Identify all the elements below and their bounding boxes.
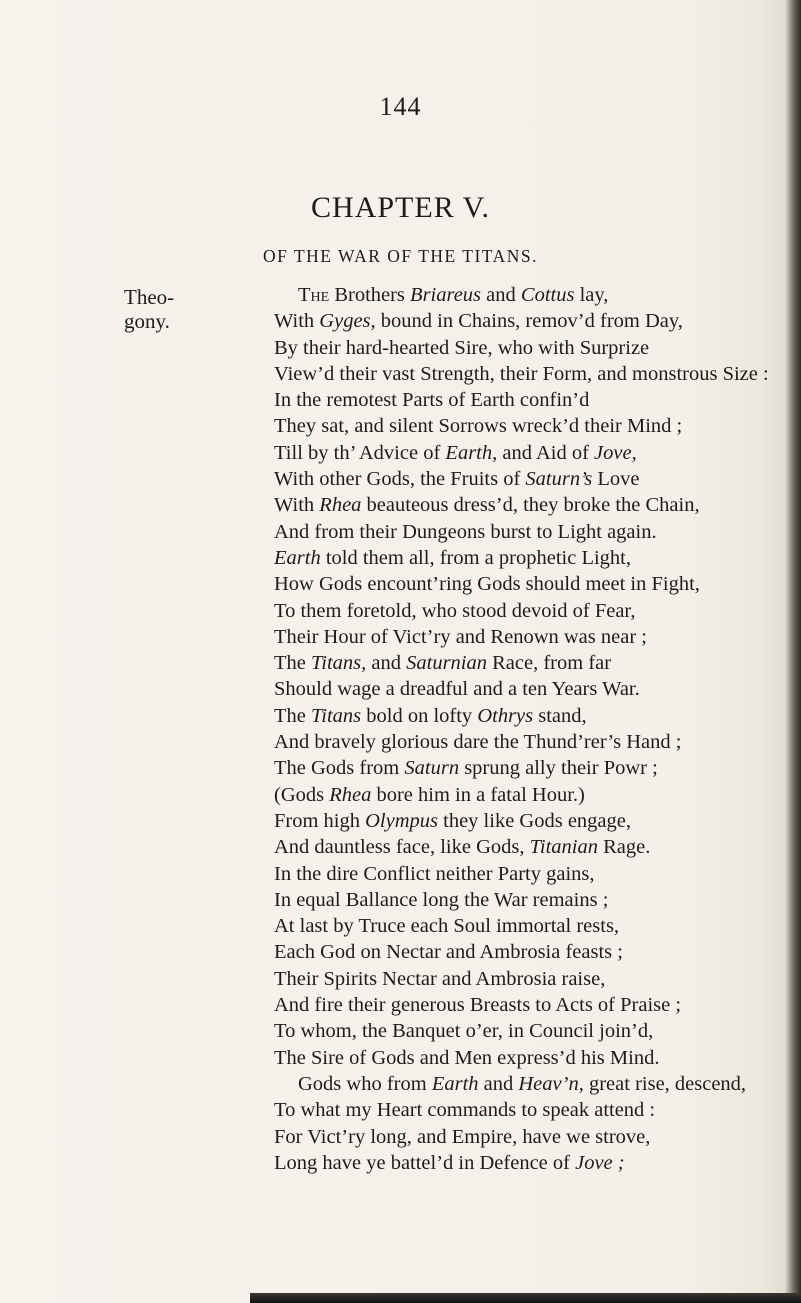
poem-line	[274, 966, 794, 992]
text-run: View’d their vast Strength, their Form, and monstrous Size :	[274, 362, 769, 385]
text-run: And bravely glorious dare the Thund’rer’s Hand ;	[274, 731, 682, 754]
text-run: and	[481, 284, 521, 306]
poem-line	[274, 755, 794, 781]
text-run: The Gods from	[274, 757, 405, 780]
poem-line	[274, 782, 794, 808]
poem-line	[274, 308, 794, 334]
italic-text: Titanian	[529, 836, 598, 859]
poem-line	[274, 492, 794, 518]
chapter-subtitle: OF THE WAR OF THE TITANS.	[263, 246, 538, 266]
poem-line	[274, 361, 794, 387]
page-binding-edge	[785, 0, 801, 1303]
poem-line	[274, 335, 794, 361]
text-run: The	[298, 284, 330, 306]
poem-line	[274, 545, 794, 571]
text-run: bound in Chains, remov’d from Day,	[375, 310, 683, 333]
text-run: Rage.	[597, 836, 651, 859]
italic-text: Othrys	[477, 704, 534, 727]
text-run: Long have ye battel’d in Defence of	[274, 1151, 576, 1174]
italic-text: Saturn	[404, 757, 460, 780]
poem-line	[274, 387, 794, 413]
poem-line	[274, 440, 794, 466]
text-run: The	[274, 652, 311, 675]
poem-line	[274, 466, 794, 492]
poem-line	[274, 808, 794, 834]
poem-line	[274, 1045, 794, 1071]
text-run: sprung ally their Powr ;	[459, 757, 658, 780]
text-run: To whom, the Banquet o’er, in Council join’d,	[274, 1020, 654, 1043]
italic-text: Titans	[311, 704, 362, 727]
text-run: Their Spirits Nectar and Ambrosia raise,	[274, 967, 606, 990]
text-run: bold on lofty	[361, 704, 478, 727]
text-run: bore him in a fatal Hour.)	[371, 783, 585, 806]
italic-text: Earth	[274, 546, 321, 569]
poem-line	[274, 913, 794, 939]
poem-line	[274, 519, 794, 545]
text-run: great rise, descend,	[583, 1072, 747, 1095]
text-run: And fire their generous Breasts to Acts of Praise ;	[274, 994, 682, 1017]
italic-text: Cottus	[520, 284, 575, 306]
poem-line	[274, 650, 794, 676]
poem-line	[274, 571, 794, 597]
poem-line	[274, 1018, 794, 1044]
text-run: they like Gods engage,	[438, 809, 632, 832]
italic-text: Saturnian	[406, 652, 487, 675]
text-run: Till by th’ Advice of	[274, 441, 446, 464]
text-run: told them all, from a prophetic Light,	[320, 546, 631, 569]
poem-line	[274, 676, 794, 702]
text-run: At last by Truce each Soul immortal rests,	[274, 915, 620, 938]
italic-text: Titans,	[311, 652, 367, 675]
margin-note-line: gony.	[124, 309, 170, 333]
poem-line	[274, 413, 794, 439]
text-run: With	[274, 494, 320, 517]
text-run: and Aid of	[497, 441, 595, 464]
poem-line	[274, 729, 794, 755]
poem-line	[274, 887, 794, 913]
poem-line	[274, 598, 794, 624]
poem-line	[274, 834, 794, 860]
margin-note	[124, 285, 174, 333]
text-run: The Sire of Gods and Men express’d his Mind.	[274, 1046, 660, 1069]
text-run: Each God on Nectar and Ambrosia feasts ;	[274, 941, 623, 964]
text-run: stand,	[533, 704, 587, 727]
text-run: In the remotest Parts of Earth confin’d	[274, 389, 590, 412]
italic-text: Earth,	[445, 441, 498, 464]
text-run: For Vict’ry long, and Empire, have we strove,	[274, 1125, 651, 1148]
text-run: lay,	[574, 284, 609, 306]
text-run: In equal Ballance long the War remains ;	[274, 888, 609, 911]
text-run: From high	[274, 809, 366, 832]
poem-line	[274, 1071, 794, 1097]
text-run: By their hard-hearted Sire, who with Surprize	[274, 336, 650, 359]
poem-text	[274, 282, 794, 1176]
text-run: To them foretold, who stood devoid of Fear,	[274, 599, 636, 622]
poem-line	[274, 939, 794, 965]
italic-text: Briareus	[410, 284, 482, 306]
poem-line	[274, 624, 794, 650]
text-run: And dauntless face, like Gods,	[274, 836, 530, 859]
italic-text: Gyges,	[319, 310, 376, 333]
text-run: And from their Dungeons burst to Light again.	[274, 520, 657, 543]
text-run: Brothers	[329, 284, 411, 306]
text-run: beauteous dress’d, they broke the Chain,	[361, 494, 700, 517]
text-run: and	[478, 1072, 519, 1095]
italic-text: Heav’n,	[518, 1072, 584, 1095]
poem-line	[274, 861, 794, 887]
text-run: Their Hour of Vict’ry and Renown was near ;	[274, 625, 647, 648]
text-run: Should wage a dreadful and a ten Years War.	[274, 678, 640, 701]
page-number: 144	[379, 92, 422, 121]
text-run: and	[366, 652, 407, 675]
margin-note-line: Theo-	[124, 285, 175, 309]
text-run: They sat, and silent Sorrows wreck’d their Mind ;	[274, 415, 683, 438]
poem-line	[274, 703, 794, 729]
italic-text: Rhea	[319, 494, 362, 517]
text-run: Race, from far	[487, 652, 612, 675]
text-run: With other Gods, the Fruits of	[274, 468, 526, 491]
text-run: With	[274, 310, 320, 333]
text-run: Love	[592, 468, 640, 491]
text-run: (Gods	[274, 783, 330, 806]
italic-text: Earth	[431, 1072, 479, 1095]
text-run: The	[274, 704, 311, 727]
poem-line	[274, 992, 794, 1018]
poem-line	[274, 1124, 794, 1150]
italic-text: Olympus	[365, 809, 439, 832]
page-bottom-edge	[250, 1293, 801, 1303]
text-run: To what my Heart commands to speak attend :	[274, 1099, 656, 1122]
poem-line	[274, 1150, 794, 1176]
text-run: How Gods encount’ring Gods should meet in Fight,	[274, 573, 700, 596]
text-run: In the dire Conflict neither Party gains,	[274, 862, 595, 885]
poem-line	[274, 1097, 794, 1123]
text-run: Gods who from	[298, 1072, 432, 1095]
italic-text: Jove ;	[575, 1151, 625, 1174]
italic-text: Saturn’s	[525, 468, 593, 491]
poem-line	[274, 282, 794, 308]
italic-text: Jove,	[594, 441, 637, 464]
italic-text: Rhea	[329, 783, 372, 806]
chapter-heading: CHAPTER V.	[311, 191, 490, 224]
